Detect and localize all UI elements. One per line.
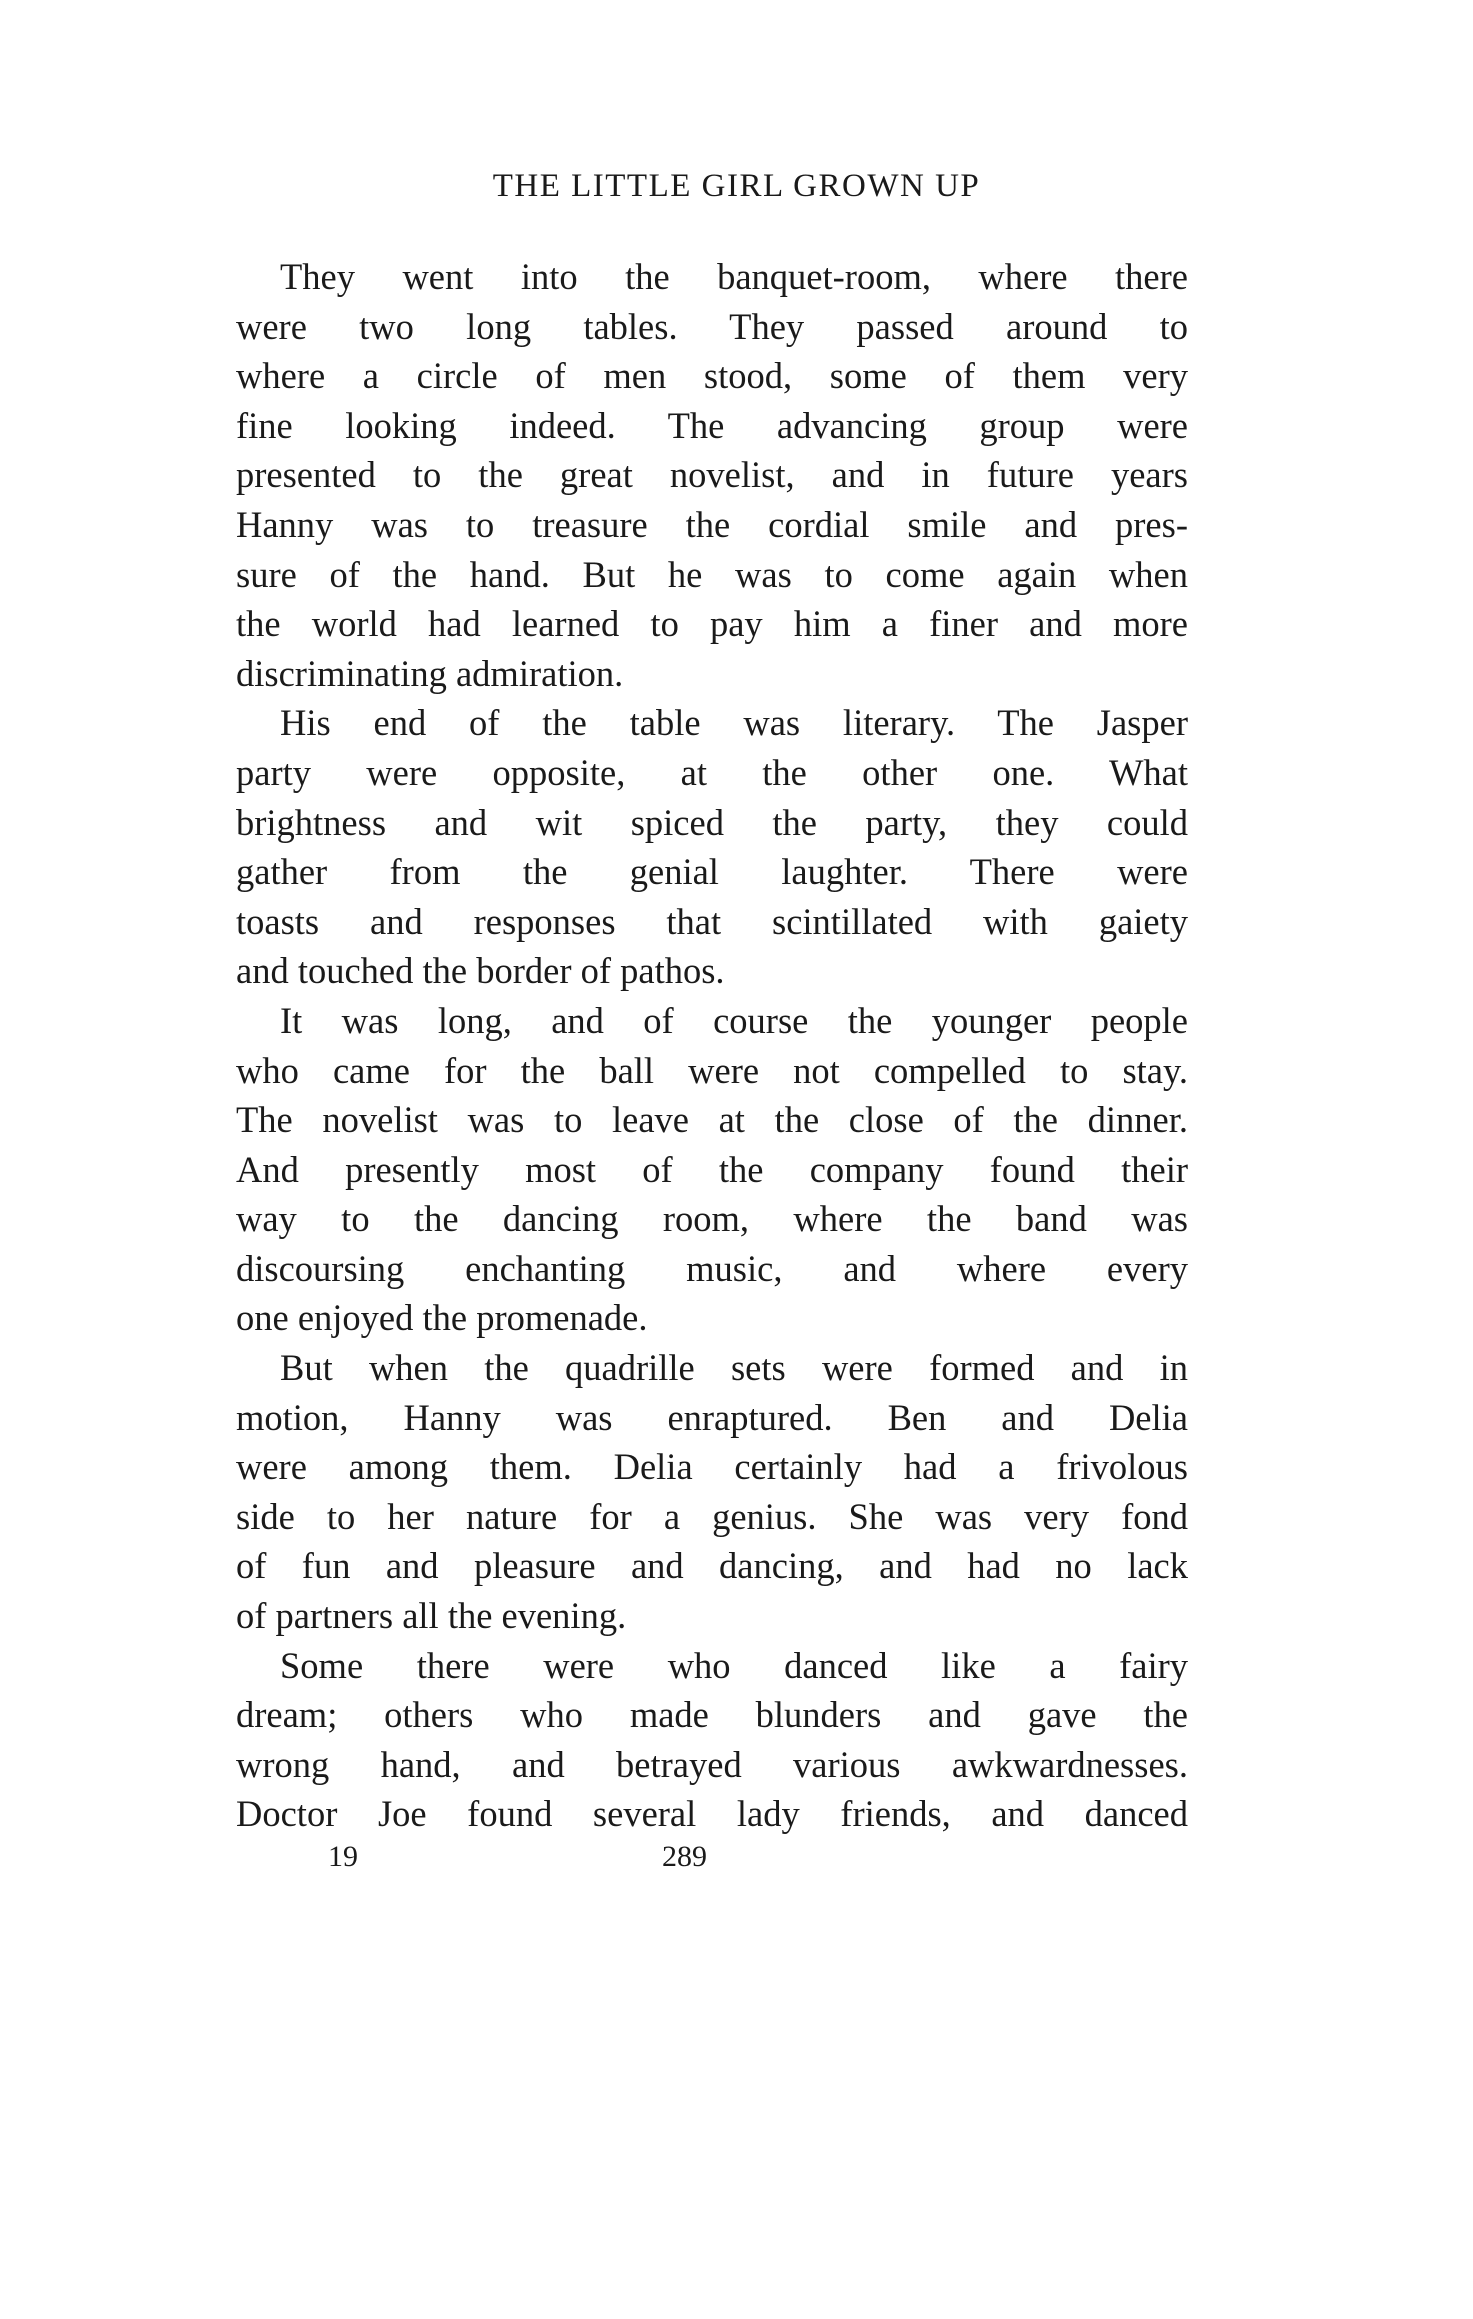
text-line: They went into the banquet-room, where there [280, 256, 1188, 297]
text-line: sure of the hand. But he was to come again when [236, 553, 1188, 595]
text-line: presented to the great novelist, and in future years [236, 454, 1188, 496]
text-line: and touched the border of pathos. [236, 950, 725, 992]
text-line: The novelist was to leave at the close of the dinner. [236, 1099, 1188, 1141]
text-line: were among them. Delia certainly had a frivolous [236, 1446, 1188, 1488]
text-line: But when the quadrille sets were formed and in [280, 1347, 1188, 1389]
text-line: where a circle of men stood, some of them very [236, 355, 1188, 397]
text-line: fine looking indeed. The advancing group were [236, 404, 1188, 446]
text-line: Some there were who danced like a fairy [280, 1644, 1188, 1686]
text-line: one enjoyed the promenade. [236, 1297, 648, 1339]
text-line: Hanny was to treasure the cordial smile and pres- [236, 503, 1188, 545]
text-line: of partners all the evening. [236, 1595, 627, 1637]
text-line: motion, Hanny was enraptured. Ben and Delia [236, 1396, 1188, 1438]
text-line: party were opposite, at the other one. What [236, 751, 1188, 793]
text-line: discriminating admiration. [236, 652, 624, 694]
page-body-text [236, 252, 1188, 1839]
text-line: wrong hand, and betrayed various awkwardnesses. [236, 1743, 1188, 1785]
text-line: His end of the table was literary. The Jasper [280, 702, 1188, 744]
text-line: side to her nature for a genius. She was very fond [236, 1495, 1188, 1537]
signature-mark: 19 [328, 1840, 358, 1873]
text-line: were two long tables. They passed around to [236, 305, 1188, 347]
text-line: brightness and wit spiced the party, they could [236, 801, 1188, 843]
text-line: And presently most of the company found their [236, 1148, 1188, 1190]
page-number: 289 [662, 1840, 707, 1873]
text-line: gather from the genial laughter. There were [236, 851, 1188, 893]
text-line: who came for the ball were not compelled to stay. [236, 1049, 1188, 1091]
text-line: dream; others who made blunders and gave the [236, 1694, 1188, 1736]
text-line: of fun and pleasure and dancing, and had no lack [236, 1545, 1188, 1587]
text-line: toasts and responses that scintillated with gaiety [236, 900, 1188, 942]
running-header: THE LITTLE GIRL GROWN UP [492, 168, 981, 204]
text-line: way to the dancing room, where the band was [236, 1198, 1188, 1240]
text-line: It was long, and of course the younger people [280, 999, 1188, 1041]
text-line: the world had learned to pay him a finer and more [236, 603, 1188, 645]
text-line: discoursing enchanting music, and where every [236, 1247, 1188, 1289]
text-line: Doctor Joe found several lady friends, and danced [236, 1793, 1188, 1835]
